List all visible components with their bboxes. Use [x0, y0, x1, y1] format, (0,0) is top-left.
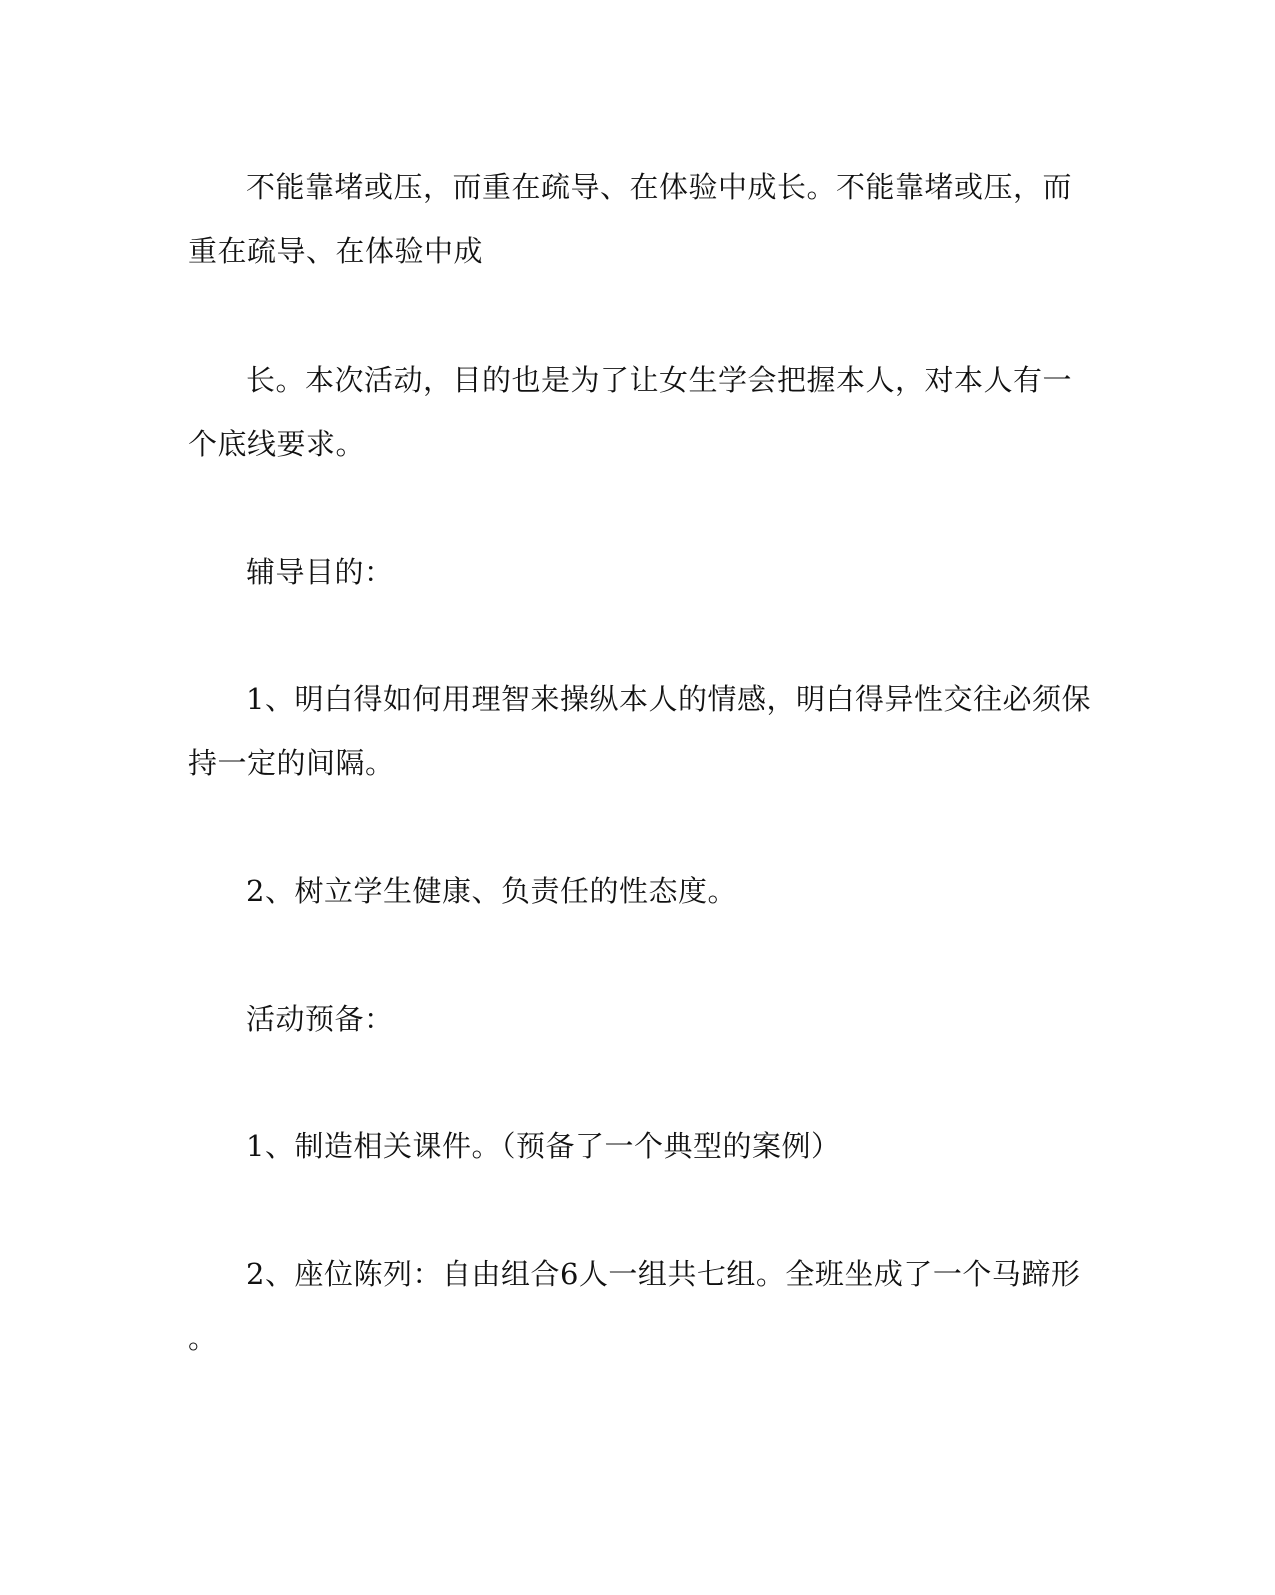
goal-2: 2、树立学生健康、负责任的性态度。 — [246, 874, 737, 908]
preparation-2-line-1: 2、座位陈列：自由组合6人一组共七组。全班坐成了一个马蹄形 — [246, 1257, 1081, 1291]
paragraph-2-line-1: 长。本次活动，目的也是为了让女生学会把握本人，对本人有一 — [246, 363, 1073, 397]
goal-1-line-2: 持一定的间隔。 — [188, 746, 395, 780]
heading-activity-preparation: 活动预备： — [246, 1002, 394, 1036]
preparation-2-line-2: 。 — [188, 1321, 218, 1355]
paragraph-1-line-1: 不能靠堵或压，而重在疏导、在体验中成长。不能靠堵或压，而 — [246, 170, 1073, 204]
heading-counseling-goals: 辅导目的： — [246, 555, 394, 589]
paragraph-2-line-2: 个底线要求。 — [188, 427, 366, 461]
preparation-1: 1、制造相关课件。（预备了一个典型的案例） — [246, 1129, 841, 1163]
paragraph-1-line-2: 重在疏导、在体验中成 — [188, 234, 484, 268]
goal-1-line-1: 1、明白得如何用理智来操纵本人的情感，明白得异性交往必须保 — [246, 682, 1091, 716]
